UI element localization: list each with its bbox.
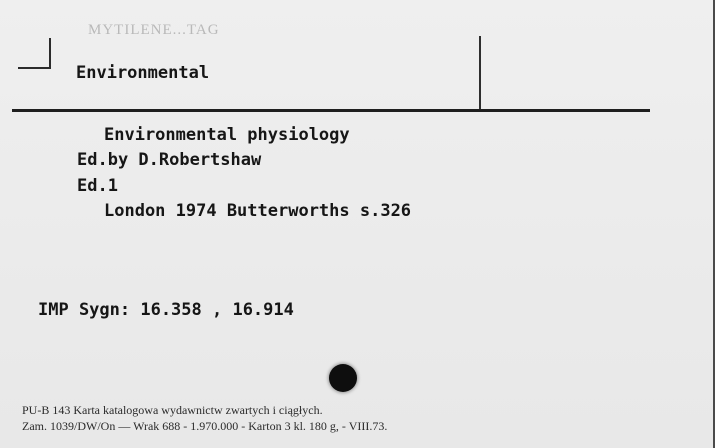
subject-heading: Environmental — [76, 63, 210, 83]
edition-line: Ed.1 — [77, 176, 118, 196]
corner-mark-horizontal — [18, 67, 51, 69]
call-number: IMP Sygn: 16.358 , 16.914 — [38, 300, 294, 320]
editor-line: Ed.by D.Robertshaw — [77, 150, 262, 170]
printed-footer-line-1: PU-B 143 Karta katalogowa wydawnictw zwartych i ciągłych. — [22, 403, 323, 417]
punch-hole — [329, 364, 357, 392]
faded-heading: MYTILENE...TAG — [88, 22, 220, 38]
horizontal-rule — [12, 109, 650, 112]
title-line: Environmental physiology — [104, 125, 350, 145]
printed-footer-line-2: Zam. 1039/DW/On — Wrak 688 - 1.970.000 - Karton 3 kl. 180 g, - VIII.73. — [22, 419, 388, 433]
vertical-rule — [479, 36, 481, 110]
publication-line: London 1974 Butterworths s.326 — [104, 201, 412, 221]
corner-mark-vertical — [49, 38, 51, 68]
